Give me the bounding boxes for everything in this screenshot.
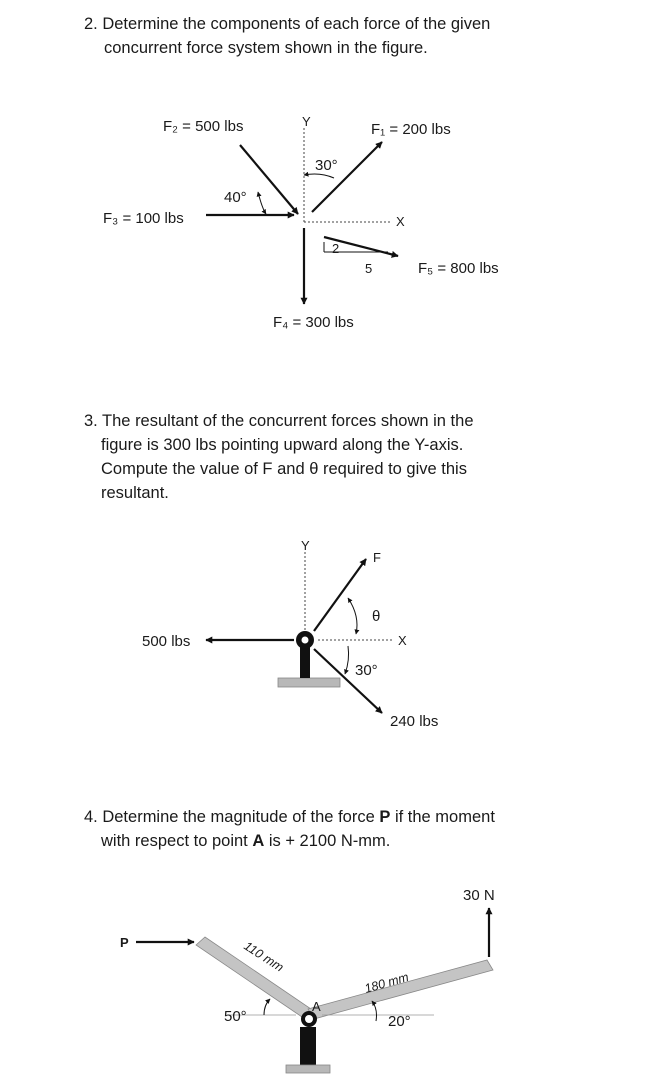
q3-support-post	[300, 644, 310, 678]
q3-line-4: resultant.	[101, 484, 169, 502]
q4-line-1	[84, 805, 495, 829]
q2-angle-40-label: 40°	[224, 189, 247, 206]
q2-f5-label: F₅ = 800 lbs	[418, 260, 499, 277]
q3-x-label: X	[398, 633, 407, 648]
q4-angle-20-arc	[372, 1001, 377, 1021]
q3-y-label: Y	[301, 538, 310, 553]
q2-y-label: Y	[302, 114, 311, 129]
q3-angle-30-label: 30°	[355, 662, 378, 679]
q3-figure	[0, 530, 653, 750]
q2-f2-label: F₂ = 500 lbs	[163, 118, 244, 135]
q3-f-label: F	[373, 550, 381, 565]
q3-line-2: figure is 300 lbs pointing upward along the Y-axis.	[101, 436, 464, 454]
q3-f-arrow	[314, 559, 366, 631]
q2-run-label: 5	[365, 261, 373, 276]
q4-point-a-label: A	[312, 999, 321, 1014]
q4-angle-50-arc	[264, 999, 270, 1015]
q4-line-2-post: is + 2100 N-mm.	[264, 832, 391, 850]
q2-f1-arrow	[312, 142, 382, 212]
q4-line-1-pre: 4. Determine the magnitude of the force	[84, 808, 380, 826]
q2-line-2: concurrent force system shown in the figure.	[104, 39, 428, 57]
q4-figure	[0, 869, 653, 1089]
q2-x-label: X	[396, 214, 405, 229]
q3-ground	[278, 678, 340, 687]
q4-180mm-label: 180 mm	[362, 969, 411, 996]
q2-f1-label: F₁ = 200 lbs	[371, 121, 451, 138]
q2-f3-label: F₃ = 100 lbs	[103, 210, 184, 227]
q3-angle-30-arc	[345, 646, 349, 674]
q3-pin-center	[302, 637, 309, 644]
q2-f4-label: F₄ = 300 lbs	[273, 314, 354, 331]
q3-text	[84, 409, 474, 505]
q3-240lbs-label: 240 lbs	[390, 713, 439, 730]
q2-rise-label: 2	[332, 241, 340, 256]
q4-110mm-label: 110 mm	[241, 938, 287, 975]
q4-text	[84, 805, 495, 853]
q4-line-1-bold: P	[379, 808, 391, 826]
q4-support-stand	[300, 1027, 316, 1067]
q3-line-1: 3. The resultant of the concurrent forces shown in the	[84, 412, 474, 430]
q2-line-1: 2. Determine the components of each force of the given	[84, 15, 491, 33]
q4-line-2	[84, 829, 495, 853]
q4-30n-label: 30 N	[463, 887, 495, 904]
q4-support-base	[286, 1065, 330, 1073]
q2-angle-30-arc	[304, 174, 334, 178]
q3-line-3: Compute the value of F and θ required to give this	[101, 460, 467, 478]
q2-figure	[0, 0, 653, 340]
q3-500lbs-label: 500 lbs	[142, 633, 191, 650]
q4-line-2-pre: with respect to point	[101, 832, 253, 850]
q4-right-bar	[308, 960, 493, 1019]
q4-angle-20-label: 20°	[388, 1013, 411, 1030]
q2-angle-30-label: 30°	[315, 157, 338, 174]
q4-line-1-post: if the moment	[390, 808, 495, 826]
q3-theta-label: θ	[372, 608, 381, 625]
q2-f2-arrow	[240, 145, 298, 214]
q2-angle-40-arc	[258, 192, 266, 214]
q3-theta-arc	[348, 598, 357, 634]
q4-line-2-bold: A	[252, 832, 265, 850]
q4-pin-a-center	[305, 1015, 313, 1023]
q4-p-label: P	[120, 935, 129, 950]
q4-angle-50-label: 50°	[224, 1008, 247, 1025]
